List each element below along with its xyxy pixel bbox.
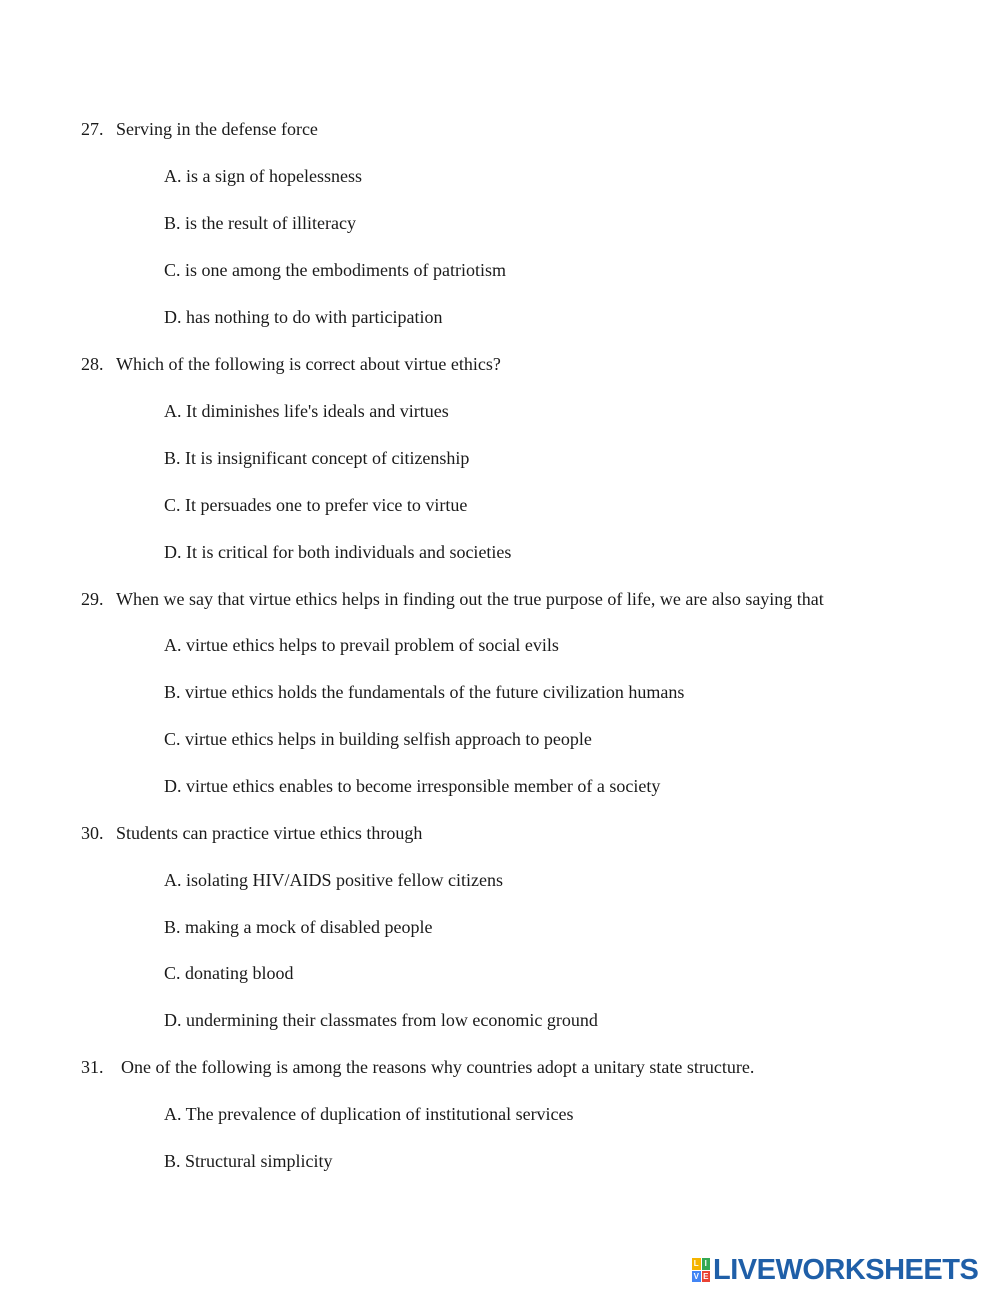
option-30-d[interactable]: D. undermining their classmates from low economic ground (164, 1010, 598, 1030)
option-27-a[interactable]: A. is a sign of hopelessness (164, 166, 362, 186)
question-text: When we say that virtue ethics helps in finding out the true purpose of life, we are also saying that (116, 589, 824, 609)
option-31-b[interactable]: B. Structural simplicity (164, 1151, 333, 1171)
option-29-b[interactable]: B. virtue ethics holds the fundamentals of the future civilization humans (164, 682, 685, 702)
badge-letter: E (703, 1271, 709, 1281)
question-text: Serving in the defense force (116, 119, 318, 139)
option-28-c[interactable]: C. It persuades one to prefer vice to virtue (164, 495, 468, 515)
option-30-a[interactable]: A. isolating HIV/AIDS positive fellow citizens (164, 870, 503, 890)
live-badge-icon (692, 1258, 710, 1282)
question-text: Which of the following is correct about virtue ethics? (116, 354, 501, 374)
question-number: 30. (81, 823, 104, 843)
option-29-d[interactable]: D. virtue ethics enables to become irresponsible member of a society (164, 776, 661, 796)
question-number: 28. (81, 354, 104, 374)
option-31-a[interactable]: A. The prevalence of duplication of institutional services (164, 1104, 574, 1124)
question-number: 31. (81, 1057, 104, 1077)
question-text: One of the following is among the reasons why countries adopt a unitary state structure. (121, 1057, 755, 1077)
question-text: Students can practice virtue ethics through (116, 823, 423, 843)
option-27-b[interactable]: B. is the result of illiteracy (164, 213, 356, 233)
logo-text: LIVEWORKSHEETS (713, 1253, 979, 1286)
option-27-d[interactable]: D. has nothing to do with participation (164, 307, 443, 327)
question-number: 29. (81, 589, 104, 609)
option-29-a[interactable]: A. virtue ethics helps to prevail problem of social evils (164, 635, 559, 655)
question-number: 27. (81, 119, 104, 139)
option-28-a[interactable]: A. It diminishes life's ideals and virtues (164, 401, 449, 421)
option-27-c[interactable]: C. is one among the embodiments of patriotism (164, 260, 506, 280)
option-28-b[interactable]: B. It is insignificant concept of citizenship (164, 448, 470, 468)
option-28-d[interactable]: D. It is critical for both individuals and societies (164, 542, 512, 562)
option-29-c[interactable]: C. virtue ethics helps in building selfish approach to people (164, 729, 592, 749)
option-30-c[interactable]: C. donating blood (164, 963, 294, 983)
option-30-b[interactable]: B. making a mock of disabled people (164, 917, 433, 937)
badge-letter: I (702, 1258, 711, 1270)
liveworksheets-logo (692, 1255, 978, 1285)
badge-letter: L (693, 1259, 699, 1268)
badge-letter: V (693, 1271, 699, 1281)
